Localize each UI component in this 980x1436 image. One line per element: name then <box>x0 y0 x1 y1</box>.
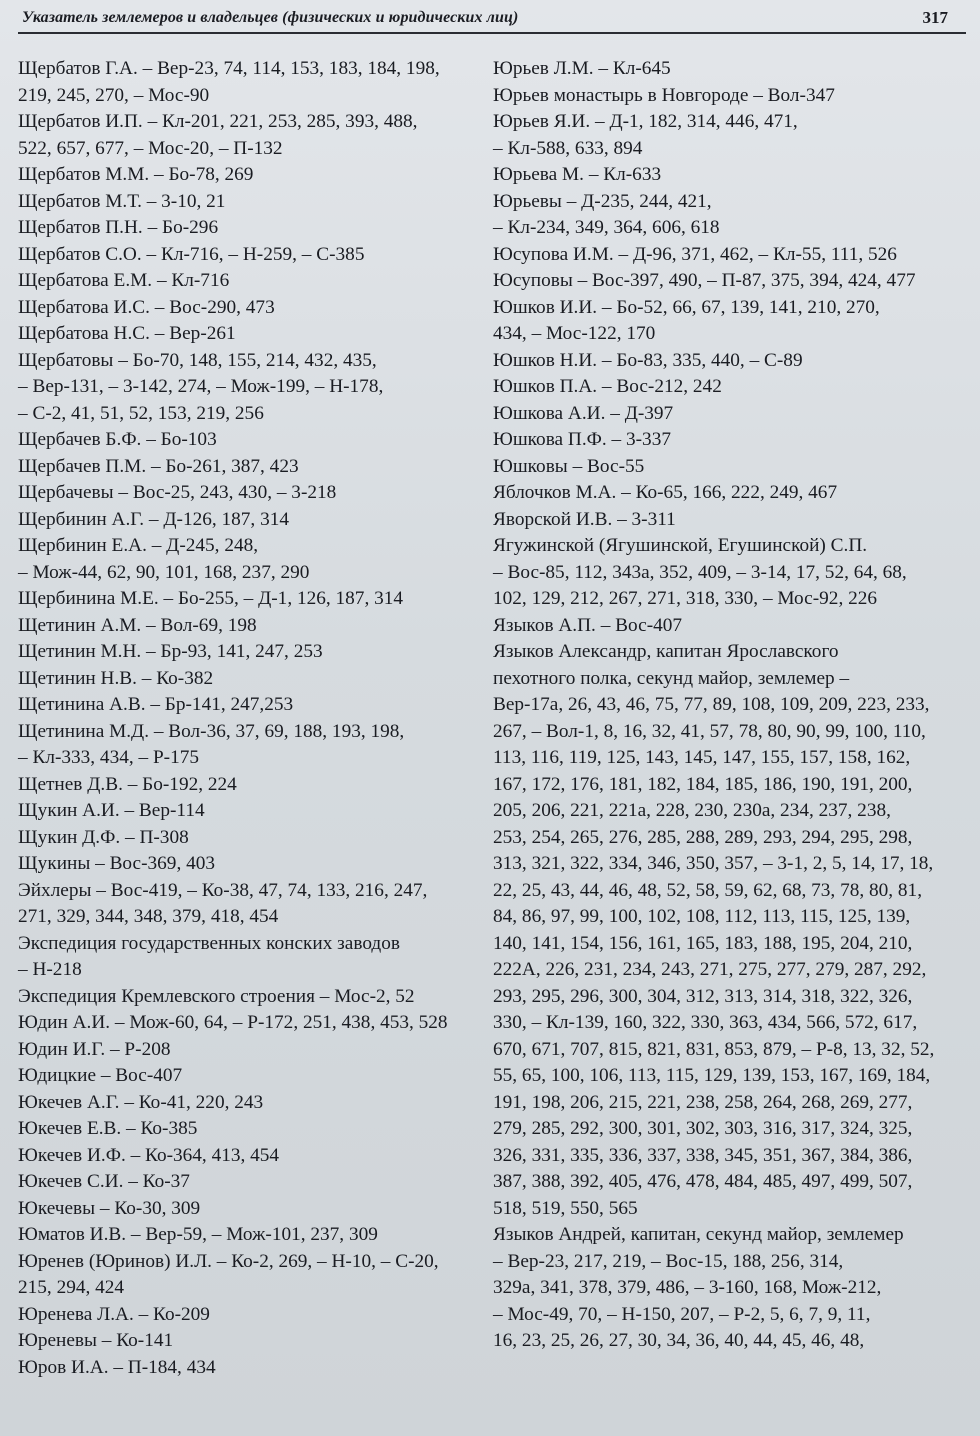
index-entry-line: Юсупова И.М. – Д-96, 371, 462, – Кл-55, 111, 526 <box>493 243 897 265</box>
index-entry-line: Щербатова И.С. – Вос-290, 473 <box>18 296 275 318</box>
index-entry-line: Юкечев С.И. – Ко-37 <box>18 1171 190 1192</box>
index-entry-line: Юдин А.И. – Мож-60, 64, – Р-172, 251, 438, 453, 528 <box>18 1012 448 1033</box>
index-entry-line: Щербатов М.М. – Бо-78, 269 <box>18 164 254 185</box>
index-entry-line: Щербатова Е.М. – Кл-716 <box>18 270 230 291</box>
index-entry-line: Щукины – Вос-369, 403 <box>18 853 216 874</box>
index-entry-line: Щетинина М.Д. – Вол-36, 37, 69, 188, 193, 198, <box>18 720 405 742</box>
index-entry-line: Языков А.П. – Вос-407 <box>493 614 683 636</box>
index-entry-line: Юкечевы – Ко-30, 309 <box>18 1197 201 1219</box>
index-entry-line: пехотного полка, секунд майор, землемер – <box>493 667 850 689</box>
index-entry-line: Юрьев Л.М. – Кл-645 <box>493 58 671 79</box>
index-entry-line: 387, 388, 392, 405, 476, 478, 484, 485, 497, 499, 507, <box>493 1171 913 1192</box>
index-entry-line: Щербинин Е.А. – Д-245, 248, <box>18 535 259 556</box>
index-entry-line: Щербачев П.М. – Бо-261, 387, 423 <box>18 455 299 477</box>
index-entry-line: 267, – Вол-1, 8, 16, 32, 41, 57, 78, 80, 90, 99, 100, 110, <box>493 720 926 742</box>
index-entry-line: Юматов И.В. – Вер-59, – Мож-101, 237, 309 <box>18 1224 378 1245</box>
index-entry-line: – Вос-85, 112, 343а, 352, 409, – 3-14, 17, 52, 64, 68, <box>493 561 907 583</box>
index-entry-line: 293, 295, 296, 300, 304, 312, 313, 314, 318, 322, 326, <box>493 985 913 1007</box>
index-entry-line: Щербинин А.Г. – Д-126, 187, 314 <box>18 508 289 530</box>
index-entry-line: – Мож-44, 62, 90, 101, 168, 237, 290 <box>18 561 310 583</box>
index-entry-line: 271, 329, 344, 348, 379, 418, 454 <box>18 906 279 927</box>
index-entry-line: Юрьева М. – Кл-633 <box>493 164 662 185</box>
index-entry-line: 222А, 226, 231, 234, 243, 271, 275, 277, 279, 287, 292, <box>493 959 927 980</box>
index-column-left <box>18 56 488 1381</box>
index-entry-line: 205, 206, 221, 221а, 228, 230, 230а, 234, 237, 238, <box>493 800 891 821</box>
index-entry-line: Юшкова П.Ф. – 3-337 <box>493 429 671 450</box>
index-entry-line: – С-2, 41, 51, 52, 153, 219, 256 <box>18 402 264 424</box>
index-entry-line: Щетинин Н.В. – Ко-382 <box>18 667 214 689</box>
index-entry-line: 279, 285, 292, 300, 301, 302, 303, 316, 317, 324, 325, <box>493 1118 913 1139</box>
index-entry-line: Юренев (Юринов) И.Л. – Ко-2, 269, – Н-10, – С-20, <box>18 1250 439 1272</box>
index-entry-line: Юшкова А.И. – Д-397 <box>493 402 674 424</box>
running-title: Указатель землемеров и владельцев (физических и юридических лиц) <box>22 9 519 26</box>
index-entry-line: Юсуповы – Вос-397, 490, – П-87, 375, 394, 424, 477 <box>493 270 916 291</box>
index-entry-line: 84, 86, 97, 99, 100, 102, 108, 112, 113, 115, 125, 139, <box>493 906 911 927</box>
index-entry-line: Щербатов П.Н. – Бо-296 <box>18 217 219 238</box>
index-entry-line: Ягужинской (Ягушинской, Егушинской) С.П. <box>493 535 868 556</box>
index-entry-line: Юкечев И.Ф. – Ко-364, 413, 454 <box>18 1144 280 1166</box>
page-number: 317 <box>922 8 948 27</box>
index-entry-line: 670, 671, 707, 815, 821, 831, 853, 879, – Р-8, 13, 32, 52, <box>493 1038 935 1060</box>
index-entry-line: Юдицкие – Вос-407 <box>18 1065 183 1086</box>
index-entry-line: 253, 254, 265, 276, 285, 288, 289, 293, 294, 295, 298, <box>493 826 913 848</box>
index-entry-line: Щербатовы – Бо-70, 148, 155, 214, 432, 435, <box>18 349 377 371</box>
index-entry-line: Щетинина А.В. – Бр-141, 247,253 <box>18 694 294 715</box>
index-entry-line: – Кл-333, 434, – Р-175 <box>18 747 200 768</box>
index-entry-line: 522, 657, 677, – Мос-20, – П-132 <box>18 137 283 159</box>
index-entry-line: Юрьев монастырь в Новгороде – Вол-347 <box>493 84 835 106</box>
index-entry-line: Щербатова Н.С. – Вер-261 <box>18 323 236 344</box>
index-entry-line: Щербинина М.Е. – Бо-255, – Д-1, 126, 187, 314 <box>18 588 404 609</box>
index-entry-line: Юреневы – Ко-141 <box>18 1330 174 1351</box>
index-entry-line: Щербатов М.Т. – 3-10, 21 <box>18 190 226 212</box>
index-entry-line: Вер-17а, 26, 43, 46, 75, 77, 89, 108, 109, 209, 223, 233, <box>493 694 930 715</box>
index-entry-line: – Вер-131, – 3-142, 274, – Мож-199, – Н-178, <box>18 376 384 397</box>
index-entry-line: Щетинин А.М. – Вол-69, 198 <box>18 614 257 636</box>
index-entry-line: 518, 519, 550, 565 <box>493 1197 638 1219</box>
index-entry-line: Щербатов С.О. – Кл-716, – Н-259, – С-385 <box>18 243 365 265</box>
index-entry-line: 219, 245, 270, – Мос-90 <box>18 84 210 106</box>
index-entry-line: Юшковы – Вос-55 <box>493 455 645 477</box>
index-entry-line: 140, 141, 154, 156, 161, 165, 183, 188, 195, 204, 210, <box>493 932 913 954</box>
index-entry-line: – Мос-49, 70, – Н-150, 207, – Р-2, 5, 6, 7, 9, 11, <box>493 1303 871 1325</box>
index-column-right <box>493 56 971 1355</box>
index-entry-line: 191, 198, 206, 215, 221, 238, 258, 264, 268, 269, 277, <box>493 1091 913 1113</box>
index-entry-line: 113, 116, 119, 125, 143, 145, 147, 155, 157, 158, 162, <box>493 747 911 768</box>
index-entry-line: Юшков Н.И. – Бо-83, 335, 440, – С-89 <box>493 349 803 371</box>
header-rule <box>18 32 966 34</box>
index-entry-line: Яворской И.В. – 3-311 <box>493 508 676 530</box>
index-entry-line: Юкечев А.Г. – Ко-41, 220, 243 <box>18 1091 264 1113</box>
index-entry-line: 215, 294, 424 <box>18 1277 125 1298</box>
index-entry-line: Юкечев Е.В. – Ко-385 <box>18 1118 198 1139</box>
index-entry-line: – Вер-23, 217, 219, – Вос-15, 188, 256, 314, <box>493 1250 844 1272</box>
index-entry-line: Юрьевы – Д-235, 244, 421, <box>493 190 712 212</box>
index-entry-line: 22, 25, 43, 44, 46, 48, 52, 58, 59, 62, 68, 73, 78, 80, 81, <box>493 879 923 901</box>
index-entry-line: Юшков П.А. – Вос-212, 242 <box>493 376 722 397</box>
index-entry-line: 102, 129, 212, 267, 271, 318, 330, – Мос-92, 226 <box>493 588 878 609</box>
index-entry-line: Яблочков М.А. – Ко-65, 166, 222, 249, 467 <box>493 482 838 503</box>
index-entry-line: Языков Александр, капитан Ярославского <box>493 641 839 662</box>
index-entry-line: 326, 331, 335, 336, 337, 338, 345, 351, 367, 384, 386, <box>493 1144 913 1166</box>
index-entry-line: Юров И.А. – П-184, 434 <box>18 1356 216 1378</box>
index-entry-line: 329а, 341, 378, 379, 486, – 3-160, 168, Мож-212, <box>493 1277 882 1298</box>
index-entry-line: Юшков И.И. – Бо-52, 66, 67, 139, 141, 210, 270, <box>493 296 880 318</box>
index-entry-line: Щетнев Д.В. – Бо-192, 224 <box>18 773 237 795</box>
index-entry-line: 330, – Кл-139, 160, 322, 330, 363, 434, 566, 572, 617, <box>493 1012 918 1033</box>
index-entry-line: 16, 23, 25, 26, 27, 30, 34, 36, 40, 44, 45, 46, 48, <box>493 1330 865 1351</box>
index-entry-line: 313, 321, 322, 334, 346, 350, 357, – 3-1, 2, 5, 14, 17, 18, <box>493 853 934 874</box>
index-entry-line: Экспедиция Кремлевского строения – Мос-2, 52 <box>18 985 415 1007</box>
index-entry-line: – Н-218 <box>18 959 82 980</box>
index-entry-line: 434, – Мос-122, 170 <box>493 323 656 344</box>
index-entry-line: Щербатов Г.А. – Вер-23, 74, 114, 153, 183, 184, 198, <box>18 58 440 79</box>
index-entry-line: Эйхлеры – Вос-419, – Ко-38, 47, 74, 133, 216, 247, <box>18 879 428 901</box>
index-entry-line: Юрьев Я.И. – Д-1, 182, 314, 446, 471, <box>493 111 798 132</box>
index-entry-line: Щетинин М.Н. – Бр-93, 141, 247, 253 <box>18 641 323 662</box>
index-entry-line: 167, 172, 176, 181, 182, 184, 185, 186, 190, 191, 200, <box>493 773 913 795</box>
index-entry-line: Юдин И.Г. – Р-208 <box>18 1038 171 1060</box>
page-header <box>0 0 980 38</box>
index-entry-line: Щербатов И.П. – Кл-201, 221, 253, 285, 393, 488, <box>18 111 418 132</box>
index-entry-line: – Кл-234, 349, 364, 606, 618 <box>493 217 720 238</box>
index-entry-line: – Кл-588, 633, 894 <box>493 137 643 159</box>
index-entry-line: Щербачев Б.Ф. – Бо-103 <box>18 429 217 450</box>
index-entry-line: Щукин Д.Ф. – П-308 <box>18 826 189 848</box>
index-entry-line: Щукин А.И. – Вер-114 <box>18 800 205 821</box>
index-entry-line: Юренева Л.А. – Ко-209 <box>18 1303 210 1325</box>
index-entry-line: Языков Андрей, капитан, секунд майор, землемер <box>493 1224 904 1245</box>
index-entry-line: Экспедиция государственных конских заводов <box>18 932 400 954</box>
index-entry-line: 55, 65, 100, 106, 113, 115, 129, 139, 153, 167, 169, 184, <box>493 1065 931 1086</box>
index-entry-line: Щербачевы – Вос-25, 243, 430, – 3-218 <box>18 482 337 503</box>
